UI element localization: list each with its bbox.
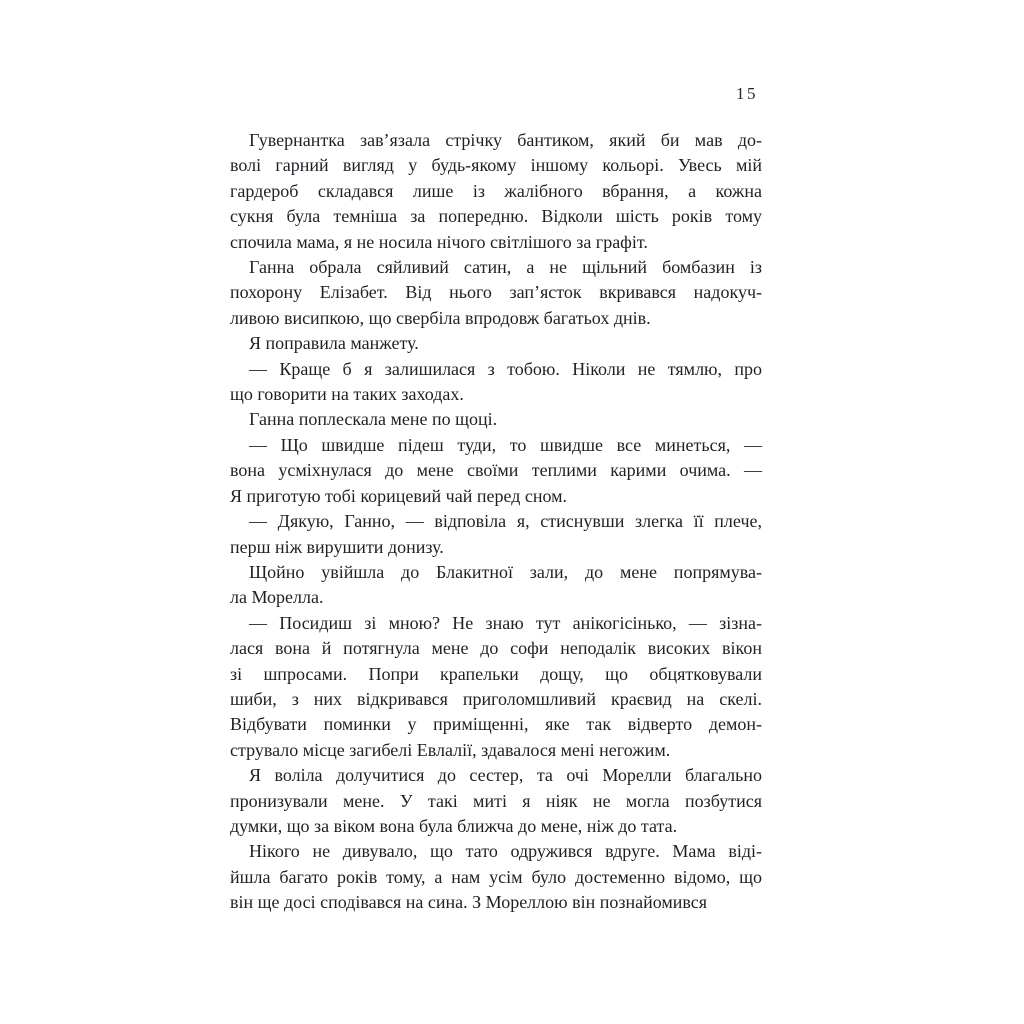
paragraph bbox=[230, 433, 762, 509]
text-line: Відбувати поминки у приміщенні, яке так відверто демон- bbox=[230, 714, 762, 735]
paragraph bbox=[230, 611, 762, 763]
paragraph bbox=[230, 509, 762, 560]
text-line: лася вона й потягнула мене до софи неподалік високих вікон bbox=[230, 638, 762, 659]
text-line: сукня була темніша за попередню. Відколи шість років тому bbox=[230, 206, 762, 227]
text-line: зі шпросами. Попри крапельки дощу, що обцятковували bbox=[230, 663, 762, 684]
paragraph bbox=[230, 839, 762, 915]
text-line: Я воліла долучитися до сестер, та очі Морелли благально bbox=[249, 765, 762, 786]
text-line: Я приготую тобі корицевий чай перед сном. bbox=[230, 485, 568, 506]
text-line: волі гарний вигляд у будь-якому іншому кольорі. Увесь мій bbox=[230, 155, 762, 176]
text-line: шиби, з них відкривався приголомшливий краєвид на скелі. bbox=[230, 688, 762, 709]
text-line: гардероб складався лише із жалібного вбрання, а кожна bbox=[230, 180, 762, 201]
page-number: 15 bbox=[736, 84, 758, 103]
paragraph bbox=[230, 331, 762, 356]
text-line: що говорити на таких заходах. bbox=[230, 384, 464, 405]
text-line: пронизували мене. У такі миті я ніяк не могла позбутися bbox=[230, 790, 762, 811]
text-line: ливою висипкою, що свербіла впродовж багатьох днів. bbox=[230, 307, 651, 328]
paragraph bbox=[230, 357, 762, 408]
text-line: він ще досі сподівався на сина. З Мореллою він познайомився bbox=[230, 892, 708, 913]
text-line: Щойно увійшла до Блакитної зали, до мене попрямува- bbox=[249, 561, 762, 582]
text-line: перш ніж вирушити донизу. bbox=[230, 536, 444, 557]
text-line: — Посидиш зі мною? Не знаю тут анікогісінько, — зізна- bbox=[249, 612, 762, 633]
paragraph bbox=[230, 560, 762, 611]
text-line: похорону Елізабет. Від нього зап’ясток вкривався надокуч- bbox=[230, 282, 762, 303]
text-line: Нікого не дивувало, що тато одружився вдруге. Мама віді- bbox=[249, 841, 762, 862]
paragraph bbox=[230, 407, 762, 432]
text-line: струвало місце загибелі Евлалії, здавалося мені негожим. bbox=[230, 739, 671, 760]
text-line: — Краще б я залишилася з тобою. Ніколи не тямлю, про bbox=[249, 358, 762, 379]
text-line: Я поправила манжету. bbox=[249, 333, 419, 354]
text-line: йшла багато років тому, а нам усім було достеменно відомо, що bbox=[230, 866, 762, 887]
paragraph bbox=[230, 128, 762, 255]
text-line: ла Морелла. bbox=[230, 587, 324, 608]
paragraph bbox=[230, 255, 762, 331]
text-line: спочила мама, я не носила нічого світлішого за графіт. bbox=[230, 231, 648, 252]
paragraph bbox=[230, 763, 762, 839]
text-line: Ганна поплескала мене по щоці. bbox=[249, 409, 498, 430]
text-line: Ганна обрала сяйливий сатин, а не щільний бомбазин із bbox=[249, 257, 762, 278]
text-line: Гувернантка зав’язала стрічку бантиком, який би мав до- bbox=[249, 130, 762, 150]
page-text-block bbox=[230, 128, 762, 916]
text-line: — Що швидше підеш туди, то швидше все минеться, — bbox=[249, 434, 762, 455]
text-line: вона усміхнулася до мене своїми теплими карими очима. — bbox=[230, 460, 762, 481]
text-line: думки, що за віком вона була ближча до мене, ніж до тата. bbox=[230, 815, 678, 836]
text-line: — Дякую, Ганно, — відповіла я, стиснувши злегка її плече, bbox=[249, 511, 762, 532]
